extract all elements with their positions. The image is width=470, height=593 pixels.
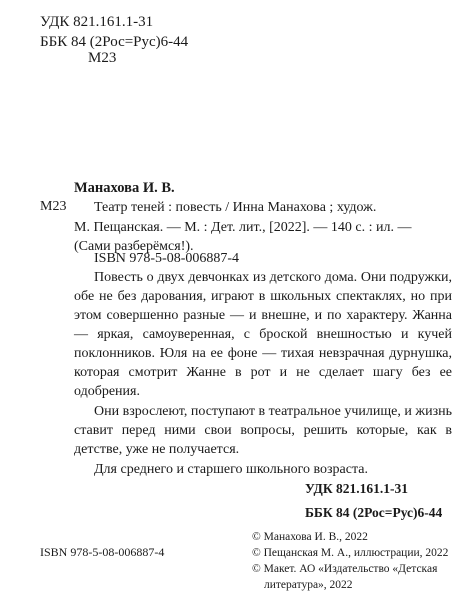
copyright-block [252, 503, 462, 593]
author-mark: М23 [88, 50, 117, 66]
bottom-bbk: ББК 84 (2Рос=Рус)6-44 [305, 505, 443, 520]
copyright-illustrator: © Пещанская М. А., иллюстрации, 2022 [252, 547, 449, 559]
annotation [74, 268, 452, 479]
bibliographic-description [74, 198, 452, 257]
title-line-3: (Сами разберёмся!). [74, 239, 194, 254]
isbn-record: ISBN 978-5-08-006887-4 [94, 251, 240, 266]
classification-block [40, 12, 188, 52]
bottom-classification [305, 478, 408, 500]
title-line-1: Театр теней : повесть / Инна Манахова ; худож. [94, 200, 377, 215]
side-author-mark: М23 [40, 199, 67, 214]
copyright-layout: © Макет. АО «Издательство «Детская [252, 563, 438, 575]
copyright-layout-continued: литература», 2022 [264, 579, 353, 591]
title-line-2: М. Пещанская. — М. : Дет. лит., [2022]. — 140 с. : ил. — [74, 219, 412, 235]
annotation-paragraph-2: Они взрослеют, поступают в театральное училище, и жизнь ставит перед ними свои вопросы, решить которые, как в детстве, уже не получается. [74, 404, 452, 457]
annotation-paragraph-3: Для среднего и старшего школьного возраста. [94, 462, 368, 477]
footer-isbn: ISBN 978-5-08-006887-4 [40, 545, 165, 559]
bottom-udk: УДК 821.161.1-31 [305, 481, 408, 496]
copyright-author: © Манахова И. В., 2022 [252, 531, 368, 543]
annotation-paragraph-1: Повесть о двух девчонках из детского дома. Они подружки, обе не без дарования, играют в школьных спектаклях, но при этом совершенно разные — и внешне, и по характеру. Жанна — яркая, самоуверенная, с броской внешностью и кучей поклонников. Юля на ее фоне — тихая невзрачная дурнушка, которая смотрит Жанне в рот и не сделает шагу без ее одобрения. [74, 270, 452, 399]
bbk-code: ББК 84 (2Рос=Рус)6-44 [40, 34, 189, 50]
author-heading: Манахова И. В. [74, 180, 175, 196]
udk-code: УДК 821.161.1-31 [40, 14, 154, 30]
